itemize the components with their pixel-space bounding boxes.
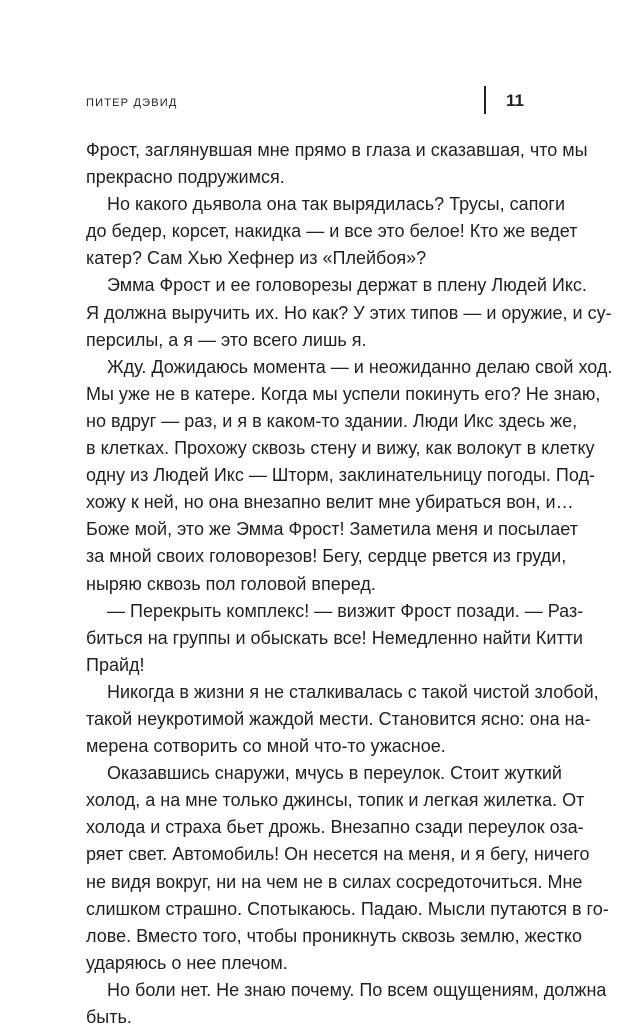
text-line: Фрост, заглянувшая мне прямо в глаза и сказавшая, что мы xyxy=(86,140,588,160)
text-line: слишком страшно. Спотыкаюсь. Падаю. Мысли путаются в го- xyxy=(86,898,609,919)
text-line: Никогда в жизни я не сталкивалась с такой чистой злобой, xyxy=(107,681,599,702)
text-line: не видя вокруг, ни на чем не в силах сосредоточиться. Мне xyxy=(86,871,583,892)
text-line: одну из Людей Икс — Шторм, заклинательницу погоды. Под- xyxy=(86,465,595,486)
text-line: Я должна выручить их. Но как? У этих типов — и оружие, и су- xyxy=(86,302,612,323)
text-line: такой неукротимой жаждой мести. Становится ясно: она на- xyxy=(86,708,591,729)
page-header xyxy=(0,0,618,110)
text-line: катер? Сам Хью Хефнер из «Плейбоя»? xyxy=(86,248,427,269)
text-line: ныряю сквозь пол головой вперед. xyxy=(86,573,376,594)
text-line: мерена сотворить со мной что-то ужасное. xyxy=(86,736,446,757)
text-line: Оказавшись снаружи, мчусь в переулок. Стоит жуткий xyxy=(107,763,562,784)
text-line: Боже мой, это же Эмма Фрост! Заметила меня и посылает xyxy=(86,519,578,540)
text-line: ряет свет. Автомобиль! Он несется на меня, и я бегу, ничего xyxy=(86,844,590,865)
text-line: Но какого дьявола она так вырядилась? Трусы, сапоги xyxy=(107,194,566,215)
text-line: Жду. Дожидаюсь момента — и неожиданно делаю свой ход. xyxy=(107,356,613,377)
text-line: Эмма Фрост и ее головорезы держат в плену Людей Икс. xyxy=(107,275,587,296)
text-line: холод, а на мне только джинсы, топик и легкая жилетка. От xyxy=(86,790,585,811)
text-line: холода и страха бьет дрожь. Внезапно сзади переулок оза- xyxy=(86,817,584,838)
text-line: за мной своих головорезов! Бегу, сердце рвется из груди, xyxy=(86,546,567,567)
text-line: Прайд! xyxy=(86,654,145,675)
text-line: персилы, а я — это всего лишь я. xyxy=(86,329,367,350)
text-line: — Перекрыть комплекс! — визжит Фрост позади. — Раз- xyxy=(107,600,584,621)
text-line: прекрасно подружимся. xyxy=(86,167,285,188)
text-line: хожу к ней, но она внезапно велит мне убираться вон, и… xyxy=(86,492,574,513)
page-number: 11 xyxy=(506,91,524,110)
text-line: Мы уже не в катере. Когда мы успели покинуть его? Не знаю, xyxy=(86,383,601,404)
body-text xyxy=(86,137,613,1031)
text-line: ударяюсь о нее плечом. xyxy=(86,952,288,973)
text-line: быть. xyxy=(86,1007,132,1027)
text-line: до бедер, корсет, накидка — и все это белое! Кто же ведет xyxy=(86,221,578,242)
text-line: лове. Вместо того, чтобы проникнуть сквозь землю, жестко xyxy=(86,925,582,946)
text-line: в клетках. Прохожу сквозь стену и вижу, как волокут в клетку xyxy=(86,438,595,459)
text-line: биться на группы и обыскать все! Немедленно найти Китти xyxy=(86,627,583,648)
running-head-author: ПИТЕР ДЭВИД xyxy=(86,97,178,109)
text-line: но вдруг — раз, и я в каком-то здании. Люди Икс здесь же, xyxy=(86,410,578,431)
text-line: Но боли нет. Не знаю почему. По всем ощущениям, должна xyxy=(107,979,607,1000)
header-divider-rule xyxy=(484,86,486,114)
